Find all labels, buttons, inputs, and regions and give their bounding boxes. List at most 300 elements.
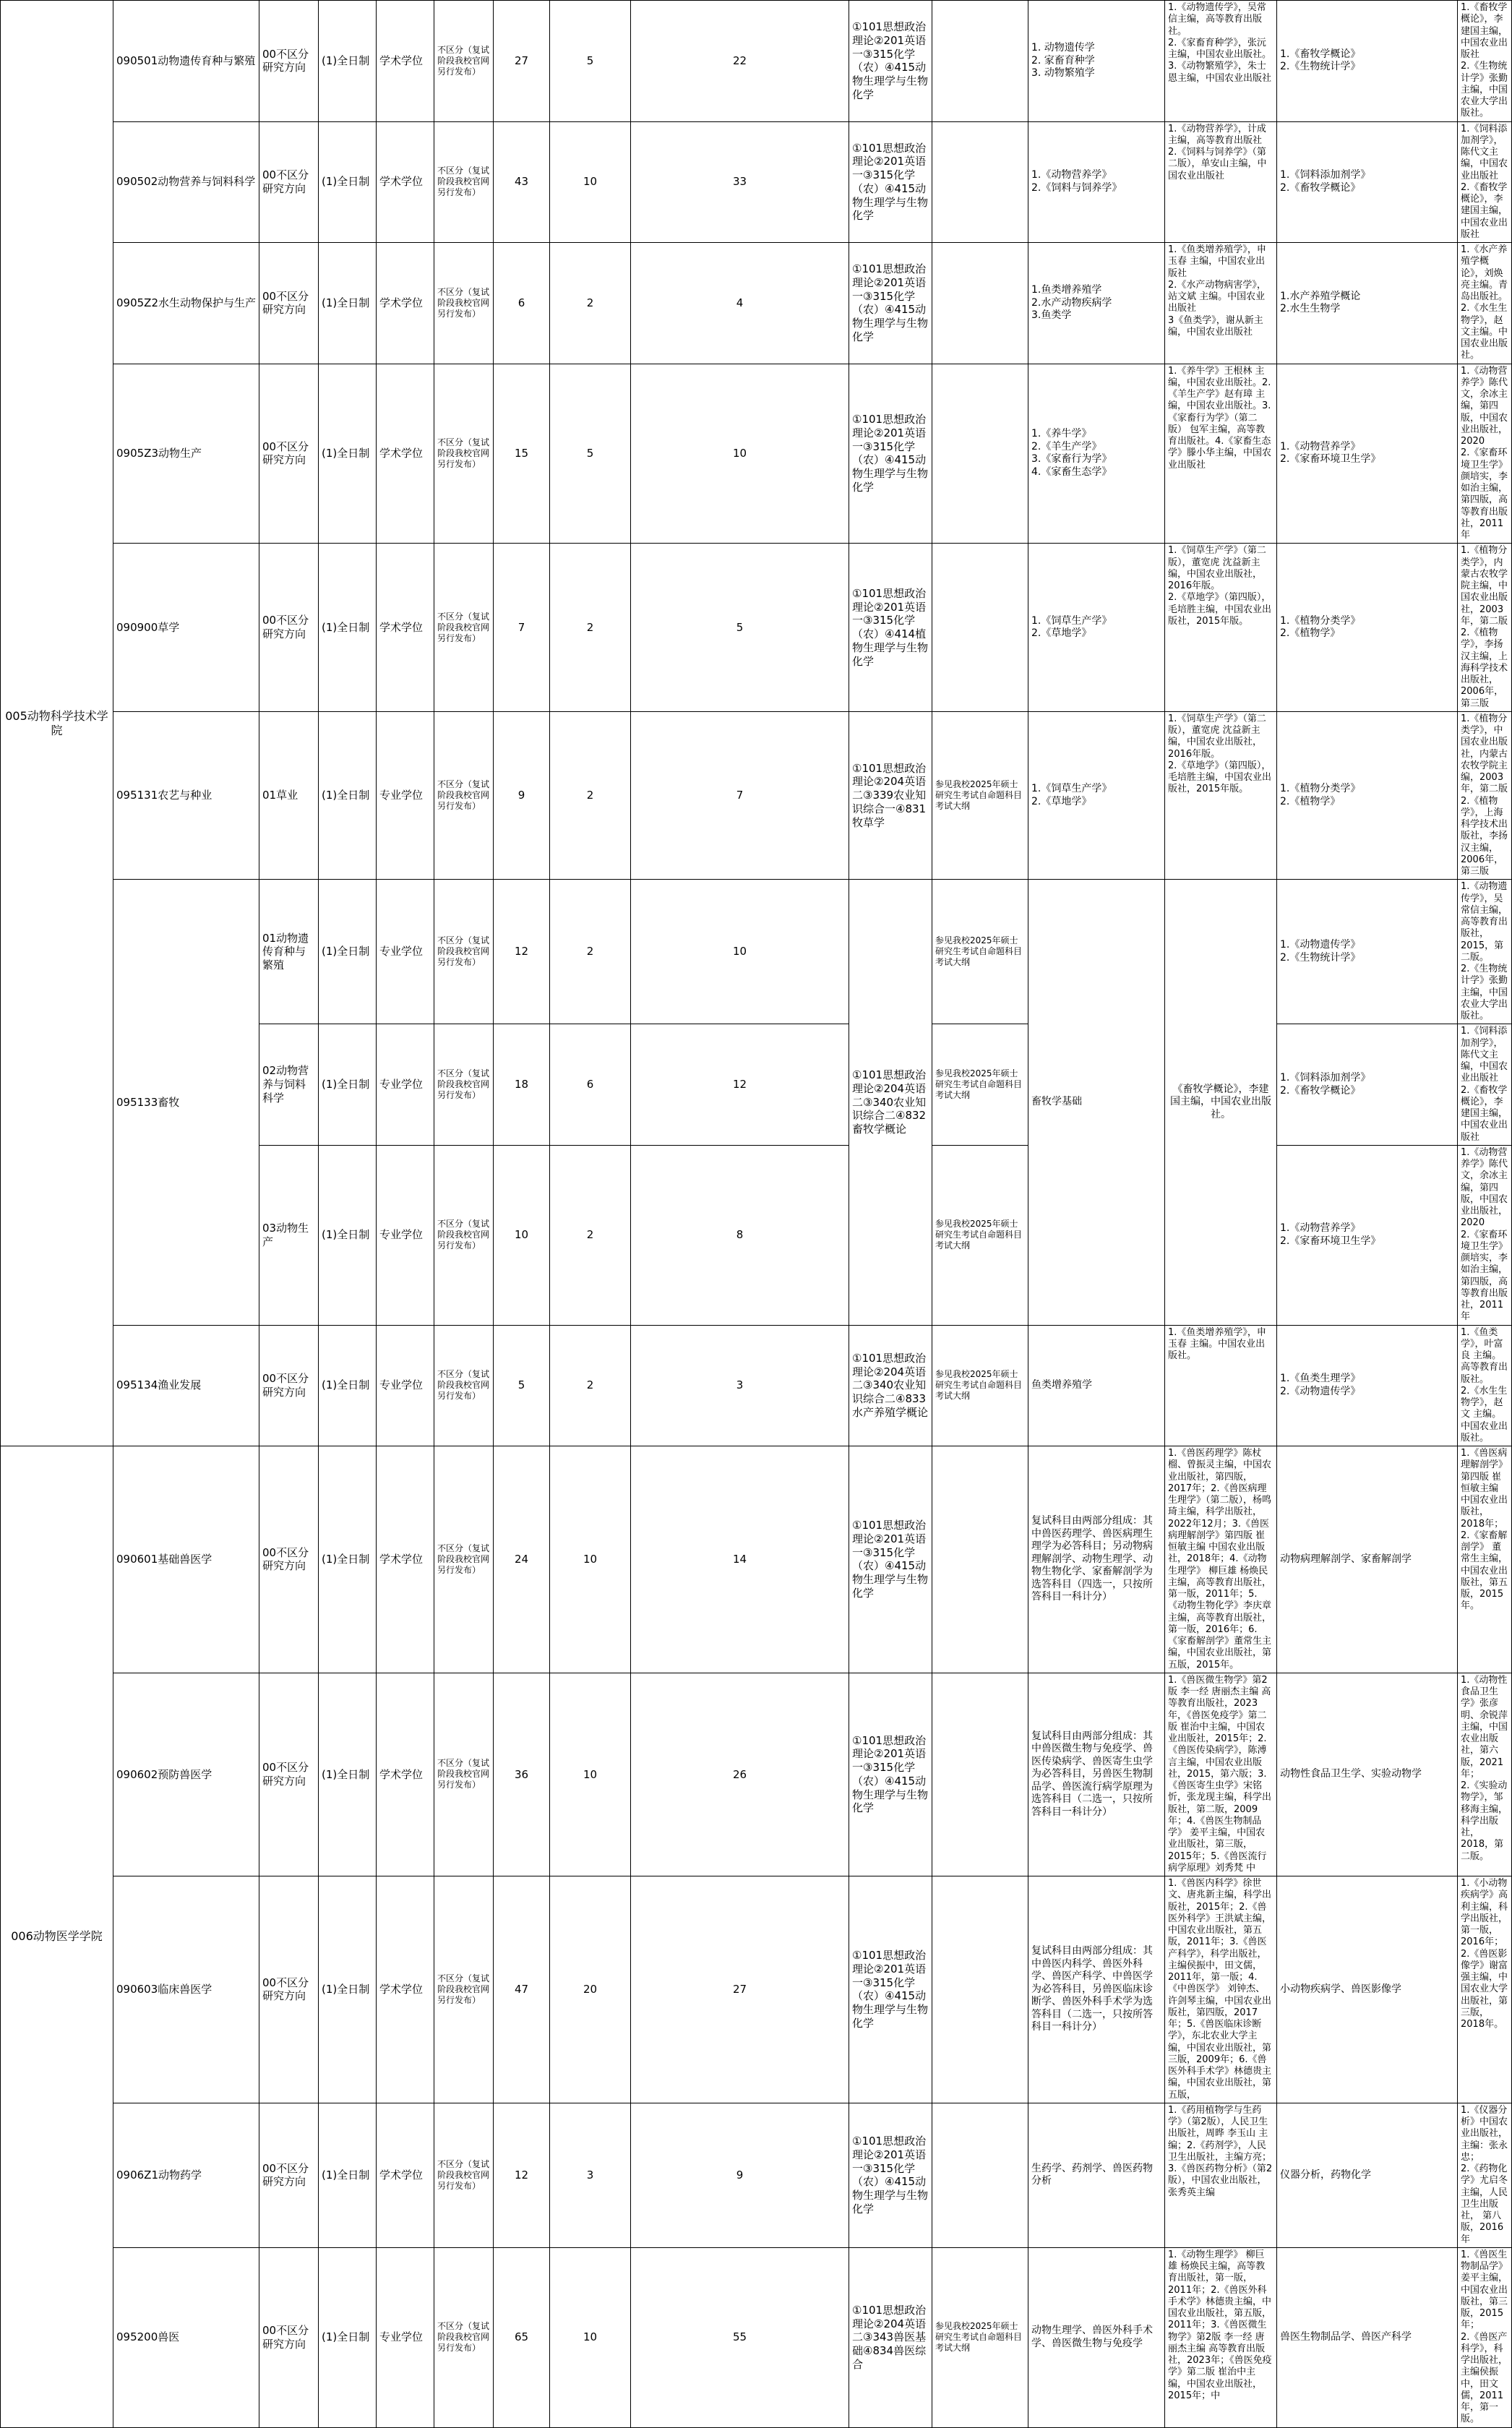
text-line: 1.《药用植物学与生药学》（第2版），人民卫生出版社，周晔 李玉山 主编；2.《药剂学》，人民卫生出版社，主编方亮；3.《兽医药物分析》（第2版），中国农业出版社，张秀英主编 — [1168, 2104, 1273, 2198]
outline-cell — [932, 1446, 1028, 1673]
outline-cell: 参见我校2025年硕士研究生考试自命题科目考试大纲 — [932, 1325, 1028, 1446]
text-line: 2.《畜牧学概论》，李建国主编，中国农业出版社 — [1461, 1084, 1508, 1143]
direction-cell: 00不区分研究方向 — [259, 2103, 319, 2247]
addtest-refs-cell — [1458, 1673, 1512, 1876]
retest-subjects-cell — [1028, 1876, 1165, 2103]
retest-subjects-cell — [1028, 121, 1165, 243]
retest-refs-cell — [1165, 1, 1277, 122]
text-line: 1.《植物分类学》 — [1280, 614, 1361, 627]
text-line: 2.《实验动物学》，邹移海主编，科学出版社，2018，第二版。 — [1461, 1780, 1508, 1862]
text-line: 2.《生物统计学》 — [1280, 61, 1361, 73]
text-line: 4.《家畜生态学》 — [1031, 466, 1112, 478]
degree-cell: 专业学位 — [377, 711, 434, 880]
recommend-cell: 不区分（复试阶段我校官网另行发布） — [434, 1, 494, 122]
text-line: 1.《饲料添加剂学》，陈代文主编，中国农业出版社 — [1461, 123, 1508, 181]
total-cell: 43 — [494, 121, 550, 243]
text-line: 1.《兽医生物制品学》 姜平主编，中国农业出版社，第三版，2015年； — [1461, 2249, 1508, 2331]
text-line: 2.《家畜环境卫生学》 — [1280, 453, 1381, 466]
retest-refs-cell — [1165, 544, 1277, 712]
text-line: 1.《动物生理学》 柳巨雄 杨焕民主编，高等教育出版社，第一版，2011年；2.《兽医外科手术学》林德贵主编，中国农业出版社，第五版，2011年；3.《兽医微生物学》第2版 李一经 唐丽杰主编 高等教育出版社，2023年；《兽医免疫学》第二版 崔治中主编，中国农业出版社，2015年；中 — [1168, 2249, 1272, 2401]
total-cell: 6 — [494, 243, 550, 364]
degree-cell: 学术学位 — [377, 1446, 434, 1673]
text-line: 动物病理解剖学、家畜解剖学 — [1280, 1553, 1412, 1565]
total-cell: 24 — [494, 1446, 550, 1673]
addtest-subjects-cell — [1277, 1024, 1458, 1146]
addtest-refs-cell — [1458, 880, 1512, 1024]
retest-subjects-cell — [1028, 364, 1165, 544]
text-line: 1.《水产养殖学概论》，刘焕亮主编。青岛出版社。 — [1461, 244, 1508, 302]
addtest-subjects-cell — [1277, 1876, 1458, 2103]
text-line: 1.《兽医内科学》徐世文、唐兆新主编，科学出版社，2015年；2.《兽医外科学》王洪斌主编，中国农业出版社，第五版，2011年；3.《兽医产科学》，科学出版社，主编侯振中，田文儒，2011年，第一版；4.《中兽医学》 刘钟杰、许剑琴主编，中国农业出版社，第四版，2017年；5.《兽医临床诊断学》，东北农业大学主编，中国农业出版社，第三版，2009年；6.《兽医外科手术学》林德贵主编，中国农业出版社，第五版， — [1168, 1878, 1272, 2101]
text-line: 1.《养牛学》 — [1031, 428, 1092, 440]
degree-cell: 学术学位 — [377, 544, 434, 712]
retest-subjects-cell — [1028, 544, 1165, 712]
recommend-cell: 不区分（复试阶段我校官网另行发布） — [434, 711, 494, 880]
major-cell: 095131农艺与种业 — [113, 711, 259, 880]
text-line: 2.《草地学》（第四版），毛培胜主编，中国农业出版社，2015年版。 — [1168, 760, 1272, 795]
text-line: 生药学、药剂学、兽医药物分析 — [1031, 2162, 1153, 2187]
mode-cell: (1)全日制 — [319, 243, 377, 364]
text-line: 2.《饲料与饲养学》 — [1031, 181, 1122, 194]
degree-cell: 专业学位 — [377, 880, 434, 1024]
text-line: 1.《兽医病理解剖学》第四版 崔恒敏主编 中国农业出版社，2018年； — [1461, 1448, 1508, 1530]
addtest-subjects-cell — [1277, 364, 1458, 544]
table-row — [1, 711, 1512, 880]
exam-subjects-cell: ①101思想政治理论②201英语一③315化学（农）④414植物生理学与生物化学 — [849, 544, 932, 712]
text-line: 2.《草地学》 — [1031, 627, 1092, 639]
retest-refs-cell — [1165, 364, 1277, 544]
major-cell: 0906Z1动物药学 — [113, 2103, 259, 2247]
direction-cell: 02动物营养与饲料科学 — [259, 1024, 319, 1146]
mode-cell: (1)全日制 — [319, 1673, 377, 1876]
retest-subjects-cell: 畜牧学基础 — [1028, 880, 1165, 1325]
direction-cell: 00不区分研究方向 — [259, 1, 319, 122]
addtest-subjects-cell — [1277, 1, 1458, 122]
text-line: 1.《小动物疾病学》高利主编，科学出版社，第一版，2016年； — [1461, 1878, 1508, 1948]
exam-count-cell: 22 — [631, 1, 849, 122]
table-row — [1, 243, 1512, 364]
table-row — [1, 1446, 1512, 1673]
exam-count-cell: 4 — [631, 243, 849, 364]
mode-cell: (1)全日制 — [319, 1, 377, 122]
outline-cell — [932, 1, 1028, 122]
exempt-cell: 2 — [550, 880, 631, 1024]
text-line: 1.《饲料添加剂学》，陈代文主编，中国农业出版社 — [1461, 1026, 1508, 1084]
text-line: 2.《家畜环境卫生学》颜培实，李如治主编，第四版，高等教育出版社，2011年 — [1461, 1229, 1508, 1323]
text-line: 1.《饲料添加剂学》 — [1280, 1072, 1371, 1084]
exam-subjects-cell: ①101思想政治理论②204英语二③343兽医基础④834兽医综合 — [849, 2247, 932, 2427]
total-cell: 10 — [494, 1145, 550, 1325]
exam-count-cell: 5 — [631, 544, 849, 712]
exam-subjects-cell: ①101思想政治理论②201英语一③315化学（农）④415动物生理学与生物化学 — [849, 1, 932, 122]
exempt-cell: 10 — [550, 2247, 631, 2427]
recommend-cell: 不区分（复试阶段我校官网另行发布） — [434, 1024, 494, 1146]
text-line: 2.《水生生物学》，赵文 主编。中国农业出版社。 — [1461, 1385, 1508, 1443]
exempt-cell: 2 — [550, 544, 631, 712]
addtest-subjects-cell — [1277, 1673, 1458, 1876]
exam-subjects-cell: ①101思想政治理论②201英语一③315化学（农）④415动物生理学与生物化学 — [849, 121, 932, 243]
text-line: 2.《生物统计学》 — [1280, 951, 1361, 964]
addtest-refs-cell — [1458, 364, 1512, 544]
text-line: 1. 动物遗传学 — [1031, 42, 1095, 53]
major-cell: 095200兽医 — [113, 2247, 259, 2427]
exam-count-cell: 14 — [631, 1446, 849, 1673]
text-line: 1.《动物遗传学》，吴常信主编，高等教育出版社，2015，第二版。 — [1461, 881, 1508, 963]
addtest-subjects-cell — [1277, 2247, 1458, 2427]
exam-count-cell: 27 — [631, 1876, 849, 2103]
degree-cell: 学术学位 — [377, 1673, 434, 1876]
text-line: 兽医生物制品学、兽医产科学 — [1280, 2330, 1412, 2343]
table-row — [1, 1325, 1512, 1446]
retest-subjects-cell — [1028, 2247, 1165, 2427]
major-cell: 090603临床兽医学 — [113, 1876, 259, 2103]
addtest-subjects-cell — [1277, 121, 1458, 243]
text-line: 2.水产动物疾病学 — [1031, 296, 1112, 309]
mode-cell: (1)全日制 — [319, 1325, 377, 1446]
text-line: 1.《动物营养学》 — [1031, 169, 1112, 181]
retest-subjects-cell — [1028, 711, 1165, 880]
text-line: 3.鱼类学 — [1031, 309, 1072, 321]
outline-cell — [932, 121, 1028, 243]
exempt-cell: 2 — [550, 1325, 631, 1446]
text-line: 2.《水产动物病害学》，站文斌 主编。中国农业出版社 — [1168, 279, 1266, 314]
text-line: 1.水产养殖学概论 — [1280, 290, 1361, 302]
outline-cell — [932, 243, 1028, 364]
mode-cell: (1)全日制 — [319, 2247, 377, 2427]
exempt-cell: 2 — [550, 711, 631, 880]
text-line: 1.《仪器分析》中国农业出版社，主编：张永忠； — [1461, 2104, 1508, 2163]
table-row — [1, 880, 1512, 1024]
mode-cell: (1)全日制 — [319, 364, 377, 544]
retest-subjects-cell — [1028, 1673, 1165, 1876]
total-cell: 36 — [494, 1673, 550, 1876]
text-line: 2.《兽医产科学》，科学出版社，主编侯振中，田文儒，2011年，第一版。 — [1461, 2331, 1508, 2425]
text-line: 1.《植物分类学》，内蒙古农牧学院主编，中国农业出版社，2003年，第二版 2.《植物学》，李扬汉主编，上海科学技术出版社，2006年，第三版 — [1461, 545, 1508, 709]
table-row — [1, 364, 1512, 544]
text-line: 2.《饲料与饲养学》（第二版），单安山主编，中国农业出版社 — [1168, 147, 1267, 181]
text-line: 1.《饲草生产学》 — [1031, 783, 1112, 794]
retest-subjects-cell — [1028, 243, 1165, 364]
mode-cell: (1)全日制 — [319, 1024, 377, 1146]
direction-cell: 00不区分研究方向 — [259, 1876, 319, 2103]
major-cell: 090502动物营养与饲料科学 — [113, 121, 259, 243]
addtest-subjects-cell — [1277, 243, 1458, 364]
text-line: 1.鱼类增养殖学 — [1031, 284, 1102, 296]
recommend-cell: 不区分（复试阶段我校官网另行发布） — [434, 2247, 494, 2427]
addtest-refs-cell — [1458, 1446, 1512, 1673]
addtest-subjects-cell — [1277, 544, 1458, 712]
text-line: 1.《动物营养学》 — [1280, 440, 1361, 452]
addtest-refs-cell — [1458, 1, 1512, 122]
table-row — [1, 1673, 1512, 1876]
retest-refs-cell: 《畜牧学概论》，李建国主编，中国农业出版社。 — [1165, 880, 1277, 1325]
retest-refs-cell — [1165, 243, 1277, 364]
degree-cell: 专业学位 — [377, 2247, 434, 2427]
addtest-subjects-cell — [1277, 711, 1458, 880]
major-cell: 090900草学 — [113, 544, 259, 712]
outline-cell — [932, 1876, 1028, 2103]
table-row — [1, 1, 1512, 122]
mode-cell: (1)全日制 — [319, 1446, 377, 1673]
outline-cell: 参见我校2025年硕士研究生考试自命题科目考试大纲 — [932, 1145, 1028, 1325]
exam-count-cell: 12 — [631, 1024, 849, 1146]
degree-cell: 学术学位 — [377, 121, 434, 243]
degree-cell: 学术学位 — [377, 1, 434, 122]
exam-subjects-cell: ①101思想政治理论②204英语二③339农业知识综合一④831牧草学 — [849, 711, 932, 880]
recommend-cell: 不区分（复试阶段我校官网另行发布） — [434, 1325, 494, 1446]
direction-cell: 00不区分研究方向 — [259, 1673, 319, 1876]
text-line: 2.《生物统计学》张勤主编，中国农业大学出版社。 — [1461, 964, 1508, 1021]
retest-refs-cell — [1165, 2247, 1277, 2427]
total-cell: 5 — [494, 1325, 550, 1446]
recommend-cell: 不区分（复试阶段我校官网另行发布） — [434, 1446, 494, 1673]
addtest-refs-cell — [1458, 1145, 1512, 1325]
text-line: 1.《动物遗传学》 — [1280, 939, 1361, 951]
text-line: 1.《饲草生产学》（第二版），董宽虎 沈益新主编，中国农业出版社，2016年版。 — [1168, 545, 1266, 591]
degree-cell: 学术学位 — [377, 364, 434, 544]
text-line: 2.《水生生物学》，赵文主编。中国农业出版社。 — [1461, 303, 1508, 361]
text-line: 小动物疾病学、兽医影像学 — [1280, 1983, 1401, 1995]
retest-refs-cell — [1165, 1325, 1277, 1446]
retest-refs-cell — [1165, 2103, 1277, 2247]
exam-count-cell: 7 — [631, 711, 849, 880]
recommend-cell: 不区分（复试阶段我校官网另行发布） — [434, 544, 494, 712]
exam-subjects-cell: ①101思想政治理论②204英语二③340农业知识综合二④832畜牧学概论 — [849, 880, 932, 1325]
text-line: 2.《家畜环境卫生学》颜培实，李如治主编，第四版，高等教育出版社，2011年 — [1461, 447, 1508, 541]
exam-subjects-cell: ①101思想政治理论②204英语二③340农业知识综合二④833水产养殖学概论 — [849, 1325, 932, 1446]
degree-cell: 专业学位 — [377, 1145, 434, 1325]
table-row — [1, 544, 1512, 712]
outline-cell: 参见我校2025年硕士研究生考试自命题科目考试大纲 — [932, 711, 1028, 880]
exempt-cell: 3 — [550, 2103, 631, 2247]
direction-cell: 00不区分研究方向 — [259, 544, 319, 712]
retest-refs-cell — [1165, 1876, 1277, 2103]
major-cell: 090501动物遗传育种与繁殖 — [113, 1, 259, 122]
text-line: 1.《兽医药理学》陈杖榴、曾振灵主编，中国农业出版社，第四版，2017年；2.《兽医病理生理学》（第二版），杨鸣琦主编，科学出版社，2022年12月；3.《兽医病理解剖学》第四版 崔恒敏主编 中国农业出版社，2018年；4.《动物生理学》 柳巨雄 杨焕民主编，高等教育出版社，第一版，2011年；5.《动物生物化学》李庆章主编，高等教育出版社，第一版，2016年；6.《家畜解剖学》董常生主编，中国农业出版社，第五版，2015年。 — [1168, 1448, 1272, 1670]
exempt-cell: 2 — [550, 1145, 631, 1325]
text-line: 3.《动物繁殖学》，朱士恩主编，中国农业出版社 — [1168, 61, 1272, 84]
exempt-cell: 10 — [550, 1446, 631, 1673]
outline-cell: 参见我校2025年硕士研究生考试自命题科目考试大纲 — [932, 1024, 1028, 1146]
text-line: 2.《草地学》 — [1031, 795, 1092, 807]
recommend-cell: 不区分（复试阶段我校官网另行发布） — [434, 1145, 494, 1325]
text-line: 1.《饲草生产学》（第二版），董宽虎 沈益新主编，中国农业出版社，2016年版。 — [1168, 713, 1266, 760]
table-row — [1, 1876, 1512, 2103]
recommend-cell: 不区分（复试阶段我校官网另行发布） — [434, 243, 494, 364]
exam-count-cell: 26 — [631, 1673, 849, 1876]
text-line: 复试科目由两部分组成：其中兽医药理学、兽医病理生理学为必答科目；另动物病理解剖学、动物生理学、动物生物化学、家畜解剖学为选答科目（四选一，只按所答科目一科计分） — [1031, 1515, 1153, 1603]
recommend-cell: 不区分（复试阶段我校官网另行发布） — [434, 880, 494, 1024]
college-cell: 006动物医学学院 — [1, 1446, 113, 2428]
degree-cell: 专业学位 — [377, 1325, 434, 1446]
text-line: 1.《鱼类增养殖学》，申玉春 主编，中国农业出版社 — [1168, 244, 1266, 279]
exam-subjects-cell: ①101思想政治理论②201英语一③315化学（农）④415动物生理学与生物化学 — [849, 1446, 932, 1673]
retest-refs-cell — [1165, 711, 1277, 880]
text-line: 3. 动物繁殖学 — [1031, 67, 1095, 79]
major-cell: 0905Z3动物生产 — [113, 364, 259, 544]
exam-count-cell: 33 — [631, 121, 849, 243]
direction-cell: 00不区分研究方向 — [259, 121, 319, 243]
addtest-subjects-cell — [1277, 1325, 1458, 1446]
text-line: 动物性食品卫生学、实验动物学 — [1280, 1768, 1422, 1780]
direction-cell: 00不区分研究方向 — [259, 243, 319, 364]
exam-count-cell: 9 — [631, 2103, 849, 2247]
total-cell: 47 — [494, 1876, 550, 2103]
mode-cell: (1)全日制 — [319, 1876, 377, 2103]
retest-refs-cell — [1165, 1446, 1277, 1673]
degree-cell: 专业学位 — [377, 1024, 434, 1146]
text-line: 1.《植物分类学》，中国农业出版社，内蒙古农牧学院主编，2003年，第二版 — [1461, 713, 1508, 795]
addtest-refs-cell — [1458, 121, 1512, 243]
total-cell: 65 — [494, 2247, 550, 2427]
text-line: 1.《动物营养学》陈代文，余冰主编，第四版，中国农业出版社，2020 — [1461, 1146, 1508, 1229]
retest-refs-cell — [1165, 121, 1277, 243]
direction-cell: 00不区分研究方向 — [259, 364, 319, 544]
mode-cell: (1)全日制 — [319, 121, 377, 243]
major-cell: 095134渔业发展 — [113, 1325, 259, 1446]
outline-cell — [932, 1673, 1028, 1876]
exam-count-cell: 8 — [631, 1145, 849, 1325]
text-line: 1.《鱼类增养殖学》，申玉春 主编。中国农业出版社。 — [1168, 1326, 1266, 1361]
exempt-cell: 5 — [550, 364, 631, 544]
exam-subjects-cell: ①101思想政治理论②201英语一③315化学（农）④415动物生理学与生物化学 — [849, 364, 932, 544]
total-cell: 7 — [494, 544, 550, 712]
recommend-cell: 不区分（复试阶段我校官网另行发布） — [434, 2103, 494, 2247]
text-line: 2.水生生物学 — [1280, 303, 1341, 315]
text-line: 1.《畜牧学概论》，李建国主编，中国农业出版社 — [1461, 2, 1508, 60]
addtest-refs-cell — [1458, 2103, 1512, 2247]
addtest-refs-cell — [1458, 243, 1512, 364]
text-line: 1.《鱼类学》，叶富良 主编。高等教育出版社。 — [1461, 1326, 1508, 1385]
addtest-refs-cell — [1458, 1024, 1512, 1146]
recommend-cell: 不区分（复试阶段我校官网另行发布） — [434, 1673, 494, 1876]
text-line: 1.《动物遗传学》，吴常信主编，高等教育出版社。 — [1168, 2, 1266, 37]
direction-cell: 03动物生产 — [259, 1145, 319, 1325]
exempt-cell: 6 — [550, 1024, 631, 1146]
retest-subjects-cell — [1028, 2103, 1165, 2247]
major-cell: 095133畜牧 — [113, 880, 259, 1325]
text-line: 3.《家畜行为学》 — [1031, 453, 1112, 466]
outline-cell — [932, 2103, 1028, 2247]
outline-cell — [932, 364, 1028, 544]
mode-cell: (1)全日制 — [319, 1145, 377, 1325]
direction-cell: 00不区分研究方向 — [259, 2247, 319, 2427]
text-line: 1.《鱼类生理学》 — [1280, 1373, 1361, 1385]
text-line: 1.《动物营养学》陈代文，余冰主编，第四版，中国农业出版社，2020 — [1461, 365, 1508, 447]
recommend-cell: 不区分（复试阶段我校官网另行发布） — [434, 1876, 494, 2103]
text-line: 1.《畜牧学概论》 — [1280, 48, 1361, 60]
exam-count-cell: 55 — [631, 2247, 849, 2427]
mode-cell: (1)全日制 — [319, 880, 377, 1024]
college-cell: 005动物科学技术学院 — [1, 1, 113, 1446]
text-line: 1.《植物分类学》 — [1280, 783, 1361, 794]
text-line: 1.《兽医微生物学》第2版 李一经 唐丽杰主编 高等教育出版社，2023年，《兽医免疫学》第二版 崔治中主编，中国农业出版社，2015年；2.《兽医传染病学》，陈溥言主编，中国农业出版社，2015，第六版；3.《兽医寄生虫学》宋铭忻，张龙现主编，科学出版社，第二版，2009年；4.《兽医生物制品学》 姜平主编，中国农业出版社，第三版，2015年；5.《兽医流行病学原理》刘秀梵 中 — [1168, 1674, 1272, 1874]
direction-cell: 01动物遗传育种与繁殖 — [259, 880, 319, 1024]
text-line: 2.《羊生产学》 — [1031, 440, 1102, 452]
text-line: 2.《畜牧学概论》，李建国主编，中国农业出版社 — [1461, 181, 1508, 240]
addtest-refs-cell — [1458, 2247, 1512, 2427]
text-line: 2.《草地学》（第四版），毛培胜主编，中国农业出版社，2015年版。 — [1168, 592, 1272, 627]
outline-cell: 参见我校2025年硕士研究生考试自命题科目考试大纲 — [932, 880, 1028, 1024]
total-cell: 12 — [494, 880, 550, 1024]
text-line: 2. 家畜育种学 — [1031, 54, 1095, 67]
text-line: 2.《家畜解剖学》 董常生主编，中国农业出版社，第五版，2015年。 — [1461, 1530, 1508, 1612]
recommend-cell: 不区分（复试阶段我校官网另行发布） — [434, 121, 494, 243]
text-line: 2.《植物学》 — [1280, 795, 1341, 807]
exam-count-cell: 3 — [631, 1325, 849, 1446]
mode-cell: (1)全日制 — [319, 711, 377, 880]
total-cell: 12 — [494, 2103, 550, 2247]
exam-subjects-cell: ①101思想政治理论②201英语一③315化学（农）④415动物生理学与生物化学 — [849, 2103, 932, 2247]
text-line: 动物生理学、兽医外科手术学、兽医微生物与免疫学 — [1031, 2325, 1153, 2349]
table-row — [1, 121, 1512, 243]
text-line: 复试科目由两部分组成：其中兽医内科学、兽医外科学、兽医产科学、中兽医学为必答科目，另兽医临床诊断学、兽医外科手术学为选答科目（二选一，只按所答科目一科计分） — [1031, 1945, 1153, 2033]
mode-cell: (1)全日制 — [319, 2103, 377, 2247]
exempt-cell: 2 — [550, 243, 631, 364]
exam-count-cell: 10 — [631, 880, 849, 1024]
exempt-cell: 5 — [550, 1, 631, 122]
text-line: 鱼类增养殖学 — [1031, 1379, 1092, 1391]
text-line: 2.《家畜环境卫生学》 — [1280, 1235, 1381, 1247]
retest-subjects-cell — [1028, 1325, 1165, 1446]
recommend-cell: 不区分（复试阶段我校官网另行发布） — [434, 364, 494, 544]
total-cell: 27 — [494, 1, 550, 122]
text-line: 2.《药物化学》尤启冬主编，人民卫生出版社， 第八版，2016年 — [1461, 2163, 1508, 2245]
major-cell: 090601基础兽医学 — [113, 1446, 259, 1673]
text-line: 1.《动物营养学》 — [1280, 1222, 1361, 1235]
exam-subjects-cell: ①101思想政治理论②201英语一③315化学（农）④415动物生理学与生物化学 — [849, 1673, 932, 1876]
addtest-subjects-cell — [1277, 1145, 1458, 1325]
text-line: 2.《畜牧学概论》 — [1280, 1084, 1361, 1097]
addtest-refs-cell — [1458, 711, 1512, 880]
addtest-refs-cell — [1458, 544, 1512, 712]
text-line: 1.《动物营养学》，计成主编，高等教育出版社 — [1168, 123, 1266, 146]
retest-refs-cell — [1165, 1673, 1277, 1876]
exempt-cell: 10 — [550, 121, 631, 243]
table-row — [1, 2247, 1512, 2427]
direction-cell: 00不区分研究方向 — [259, 1446, 319, 1673]
total-cell: 18 — [494, 1024, 550, 1146]
addtest-subjects-cell — [1277, 880, 1458, 1024]
retest-subjects-cell — [1028, 1, 1165, 122]
degree-cell: 学术学位 — [377, 243, 434, 364]
exempt-cell: 10 — [550, 1673, 631, 1876]
degree-cell: 学术学位 — [377, 1876, 434, 2103]
text-line: 2.《动物遗传学》 — [1280, 1385, 1361, 1397]
retest-subjects-cell — [1028, 1446, 1165, 1673]
text-line: 2.《生物统计学》张勤主编，中国农业大学出版社。 — [1461, 61, 1508, 119]
mode-cell: (1)全日制 — [319, 544, 377, 712]
addtest-subjects-cell — [1277, 1446, 1458, 1673]
exam-subjects-cell: ①101思想政治理论②201英语一③315化学（农）④415动物生理学与生物化学 — [849, 243, 932, 364]
exempt-cell: 20 — [550, 1876, 631, 2103]
text-line: 2.《畜牧学概论》 — [1280, 181, 1361, 194]
total-cell: 9 — [494, 711, 550, 880]
table-row — [1, 2103, 1512, 2247]
text-line: 1.《动物性食品卫生学》张彦明、余锐萍主编，中国农业出版社，第六版，2021年； — [1461, 1674, 1508, 1780]
outline-cell: 参见我校2025年硕士研究生考试自命题科目考试大纲 — [932, 2247, 1028, 2427]
total-cell: 15 — [494, 364, 550, 544]
text-line: 1.《养牛学》王根林 主编，中国农业出版社。2.《羊生产学》赵有璋 主编，中国农业出版社。3.《家畜行为学》（第二版） 包军主编，高等教育出版社。4.《家畜生态学》滕小华主编，中国农业出版社 — [1168, 365, 1272, 471]
major-cell: 090602预防兽医学 — [113, 1673, 259, 1876]
text-line: 复试科目由两部分组成：其中兽医微生物与免疫学、兽医传染病学、兽医寄生虫学为必答科目，另兽医生物制品学、兽医流行病学原理为选答科目（二选一，只按所答科目一科计分） — [1031, 1730, 1153, 1818]
major-cell: 0905Z2水生动物保护与生产 — [113, 243, 259, 364]
text-line: 2.《兽医影像学》谢富强主编，中国农业大学出版社，第三版，2018年。 — [1461, 1948, 1508, 2030]
text-line: 2.《植物学》 — [1280, 627, 1341, 639]
addtest-refs-cell — [1458, 1876, 1512, 2103]
outline-cell — [932, 544, 1028, 712]
text-line: 1.《饲料添加剂学》 — [1280, 169, 1371, 181]
